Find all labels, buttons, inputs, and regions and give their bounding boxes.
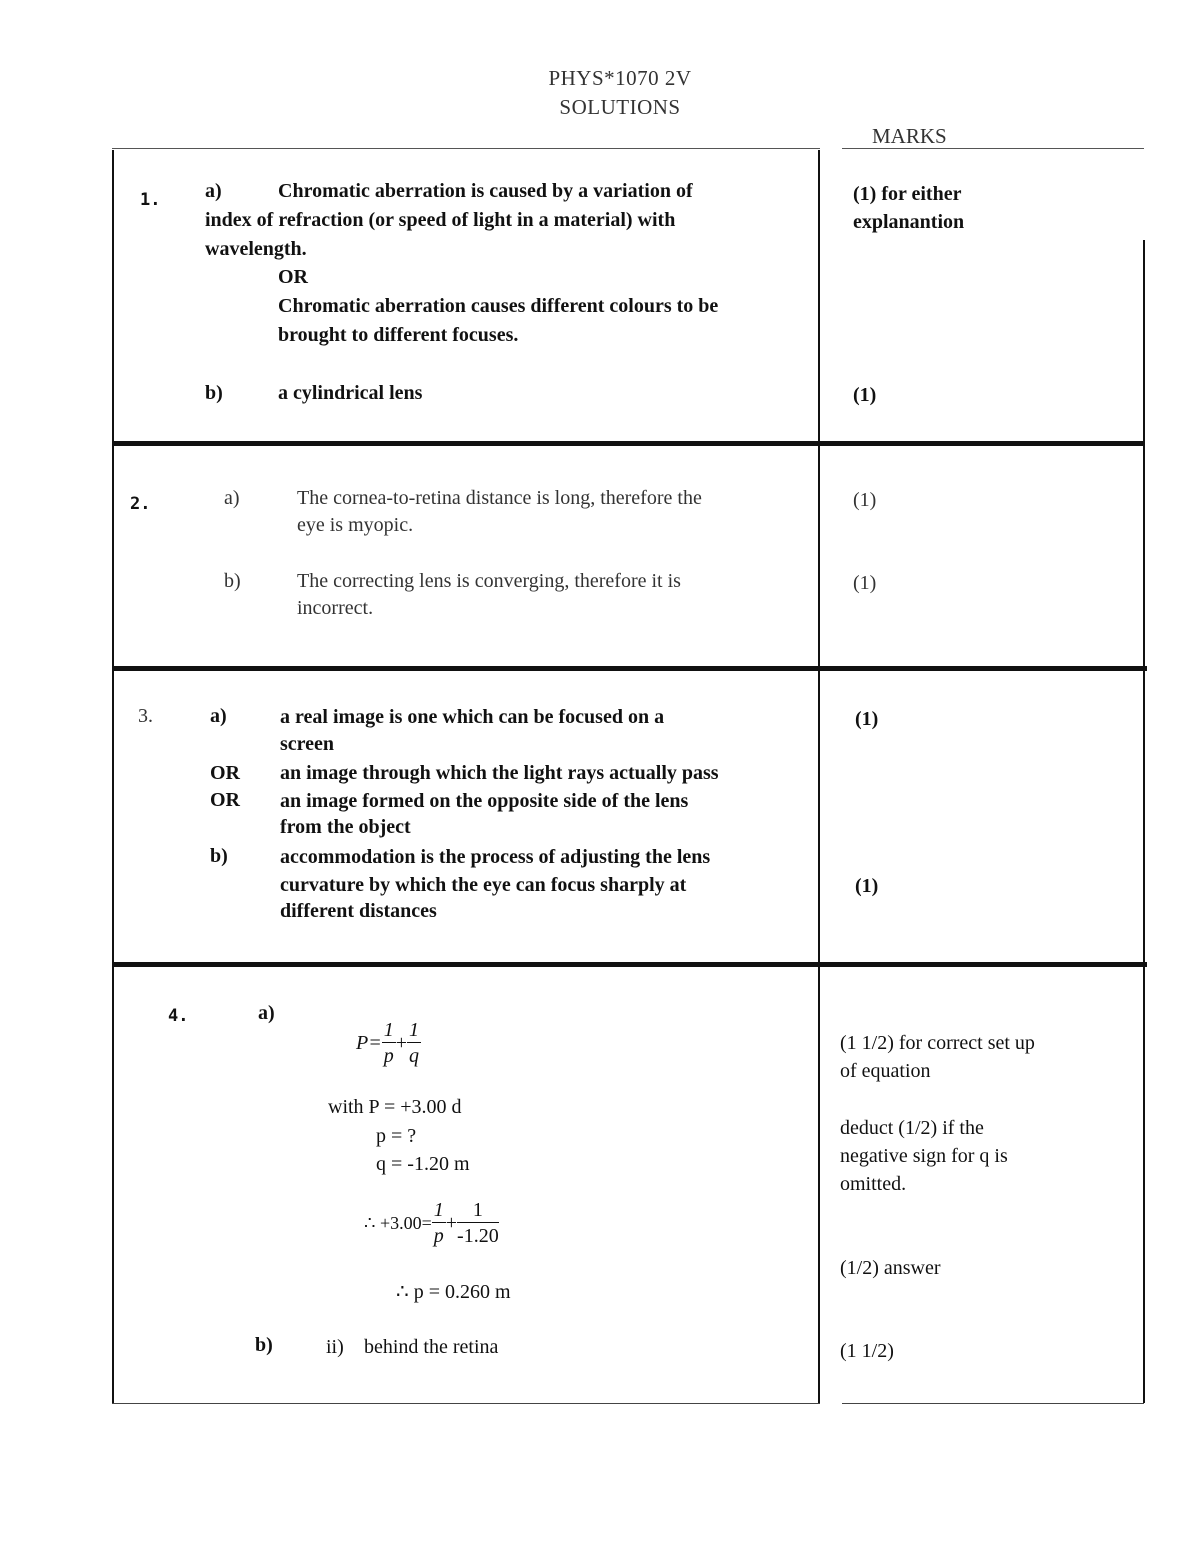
part-label: b) <box>224 570 241 592</box>
part-label: a) <box>210 705 227 727</box>
question-number: 2. <box>130 494 151 514</box>
part-label: a) <box>224 487 240 509</box>
part-label: a) <box>205 180 222 202</box>
row-divider-1 <box>114 441 1145 446</box>
row-divider-3 <box>114 962 1147 967</box>
marks-bottom-border <box>842 1403 1144 1404</box>
part-label: b) <box>205 382 223 404</box>
mark-text: negative sign for q is <box>840 1145 1008 1167</box>
mark-text: (1) <box>855 708 879 730</box>
question-number: 4. <box>168 1006 189 1026</box>
question-number: 1. <box>140 190 161 210</box>
answer-text: different distances <box>280 900 437 922</box>
answer-text: wavelength. <box>205 238 307 260</box>
row-divider-2 <box>114 666 1147 671</box>
or-label: OR <box>278 266 308 288</box>
marks-column-header: MARKS <box>872 124 947 148</box>
question-number: 3. <box>138 705 153 727</box>
answer-text: from the object <box>280 816 411 838</box>
mark-text: deduct (1/2) if the <box>840 1117 984 1139</box>
mark-text: (1) <box>853 384 877 406</box>
given-power: with P = +3.00 d <box>328 1096 462 1118</box>
answer-text: an image formed on the opposite side of the lens <box>280 790 689 812</box>
table-right-border <box>1143 240 1145 1403</box>
answer-text: incorrect. <box>297 597 374 619</box>
fraction-one-over-p: $\frac{1}{p}$ <box>433 1199 444 1247</box>
answer-text: The correcting lens is converging, therefore it is <box>297 570 681 592</box>
marks-top-border <box>842 148 1144 149</box>
mark-text: (1) <box>855 875 879 897</box>
answer-text: The cornea-to-retina distance is long, therefore the <box>297 487 702 509</box>
course-code: PHYS*1070 2V <box>548 66 692 90</box>
answer-text: curvature by which the eye can focus sharply at <box>280 874 687 896</box>
mark-text: (1/2) answer <box>840 1257 941 1279</box>
fraction-one-over-q: $\frac{1}{q}$ <box>409 1019 419 1067</box>
fraction-one-over-p: $\frac{1}{p}$ <box>383 1019 394 1067</box>
mark-text: omitted. <box>840 1173 907 1195</box>
answer-text: brought to different focuses. <box>278 324 519 346</box>
answer-text: a cylindrical lens <box>278 382 423 404</box>
part-label: b) <box>255 1334 273 1356</box>
answer-text: accommodation is the process of adjusting the lens <box>280 846 711 868</box>
mark-text: explanantion <box>853 211 965 233</box>
given-p: p = ? <box>376 1125 417 1147</box>
sub-part-label: ii) <box>326 1336 344 1358</box>
given-q: q = -1.20 m <box>376 1153 470 1175</box>
table-bottom-border <box>112 1403 820 1404</box>
or-label: OR <box>210 762 240 784</box>
mark-text: (1) for either <box>853 183 962 205</box>
mark-text: (1) <box>853 572 877 594</box>
answer-text: behind the retina <box>364 1336 499 1358</box>
part-label: b) <box>210 845 228 867</box>
column-divider <box>818 150 820 1403</box>
table-top-border <box>112 148 820 149</box>
final-answer: ∴ p = 0.260 m <box>396 1281 511 1303</box>
answer-text: an image through which the light rays actually pass <box>280 762 719 784</box>
answer-text: screen <box>280 733 335 755</box>
substituted-equation: ∴ +3.00= $\frac{1}{p}$ + $\frac{1}{-1.20}$ <box>364 1199 499 1247</box>
answer-text: Chromatic aberration is caused by a variation of <box>278 180 693 202</box>
mark-text: (1 1/2) <box>840 1340 894 1362</box>
table-left-border <box>112 150 114 1403</box>
part-label: a) <box>258 1002 275 1024</box>
lens-power-equation: P= $\frac{1}{p}$ + $\frac{1}{q}$ <box>356 1019 419 1067</box>
answer-text: eye is myopic. <box>297 514 414 536</box>
page-title: SOLUTIONS <box>559 95 681 119</box>
mark-text: (1 1/2) for correct set up <box>840 1032 1035 1054</box>
or-label: OR <box>210 789 240 811</box>
answer-text: index of refraction (or speed of light in a material) with <box>205 209 676 231</box>
mark-text: (1) <box>853 489 877 511</box>
answer-text: a real image is one which can be focused on a <box>280 706 665 728</box>
answer-text: Chromatic aberration causes different colours to be <box>278 295 719 317</box>
fraction-one-over-neg-q: $\frac{1}{-1.20}$ <box>457 1199 499 1247</box>
mark-text: of equation <box>840 1060 931 1082</box>
